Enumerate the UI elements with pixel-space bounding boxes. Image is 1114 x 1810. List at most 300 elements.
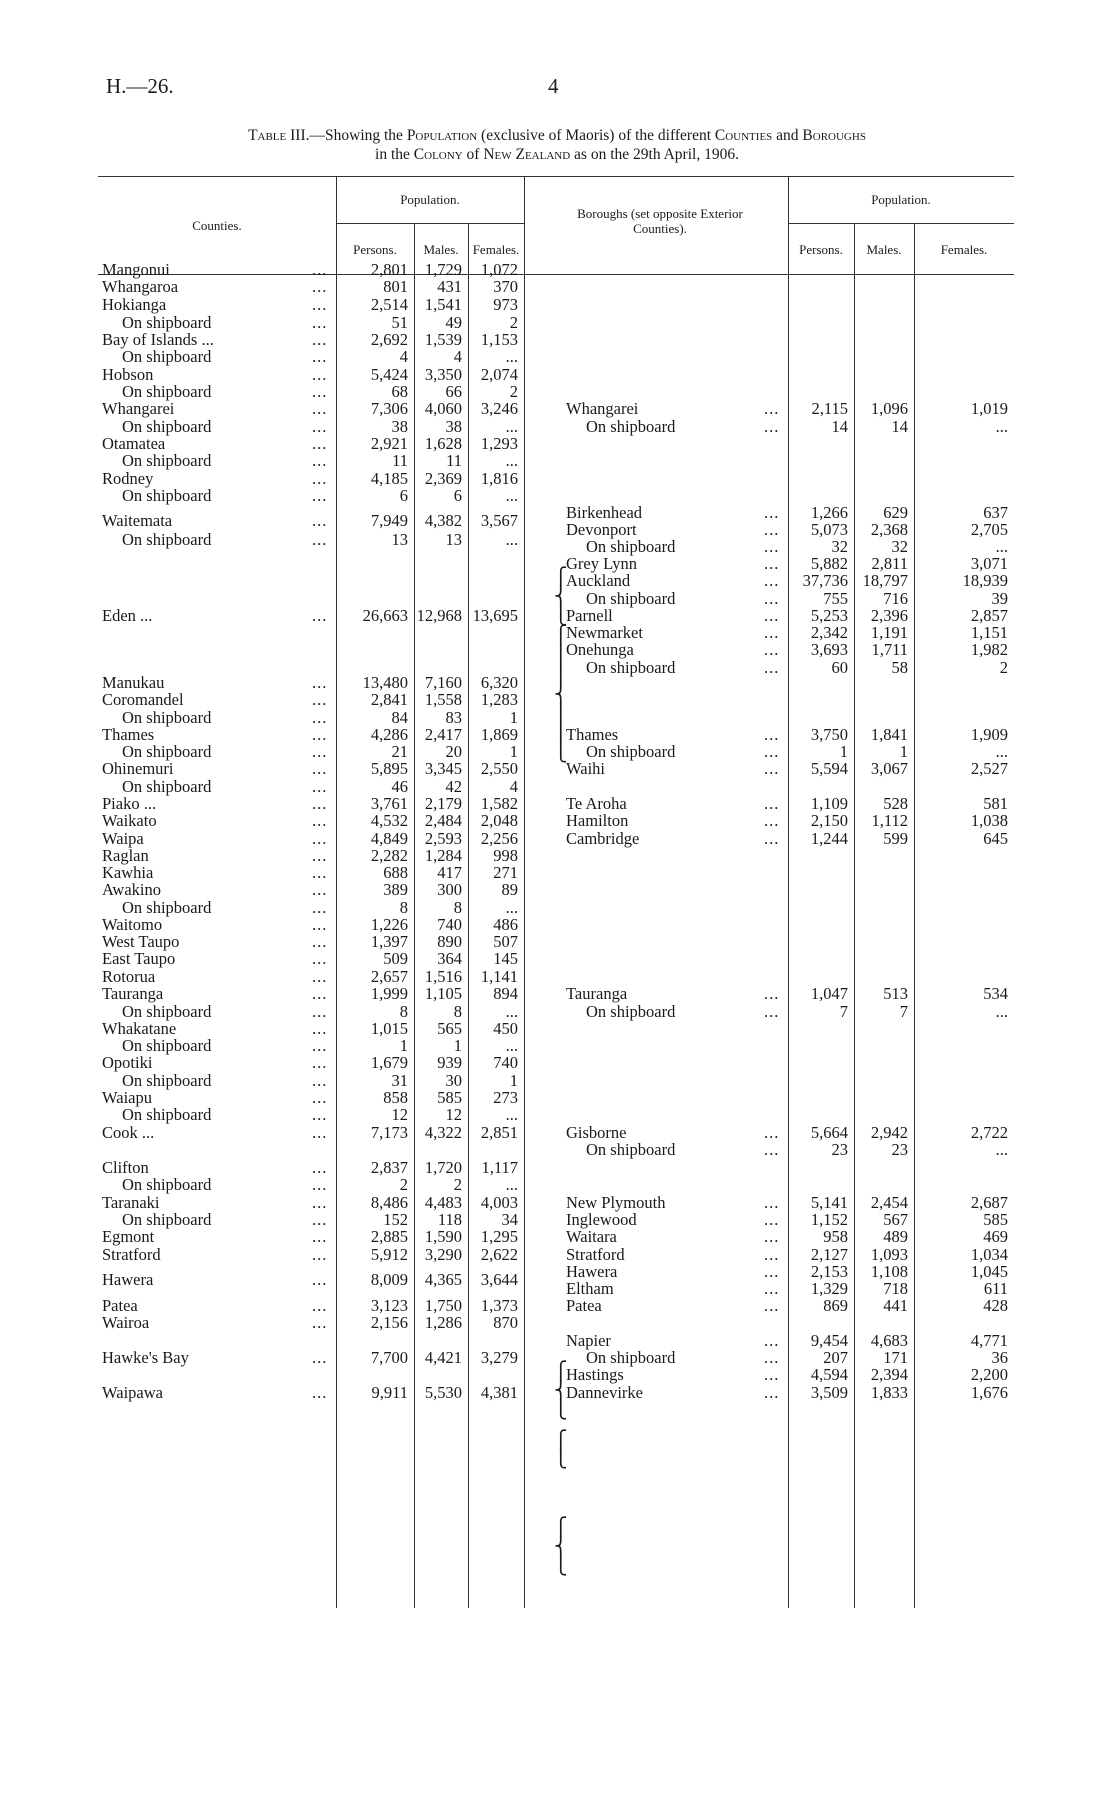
borough-females: 1,909 xyxy=(970,725,1008,744)
county-males: 20 xyxy=(445,742,462,761)
leader-dots: ... xyxy=(764,589,780,608)
leader-dots: ... xyxy=(764,417,780,436)
leader-dots: ... xyxy=(764,658,780,677)
borough-males: 1,096 xyxy=(870,399,908,418)
county-persons: 1,999 xyxy=(370,984,408,1003)
county-persons: 21 xyxy=(391,742,408,761)
leader-dots: ... xyxy=(312,486,328,505)
county-females: ... xyxy=(505,1105,518,1124)
borough-males: 716 xyxy=(883,589,908,608)
leader-dots: ... xyxy=(312,759,328,778)
borough-name: On shipboard xyxy=(586,1140,676,1159)
county-persons: 2,837 xyxy=(370,1158,408,1177)
county-females: 450 xyxy=(493,1019,518,1038)
leader-dots: ... xyxy=(764,1348,780,1367)
females-header: Females. xyxy=(472,242,520,257)
borough-name: On shipboard xyxy=(586,537,676,556)
borough-females: 36 xyxy=(991,1348,1008,1367)
borough-females: 2,705 xyxy=(970,520,1008,539)
county-females: ... xyxy=(505,1175,518,1194)
county-females: 1,117 xyxy=(481,1158,518,1177)
county-females: 4,003 xyxy=(480,1193,518,1212)
leader-dots: ... xyxy=(312,382,328,401)
borough-name: On shipboard xyxy=(586,1348,676,1367)
county-males: 1,539 xyxy=(424,330,462,349)
persons-header: Persons. xyxy=(353,242,397,257)
borough-females: ... xyxy=(995,417,1008,436)
leader-dots: ... xyxy=(764,1002,780,1021)
leader-dots: ... xyxy=(764,811,780,830)
county-persons: 4,286 xyxy=(370,725,408,744)
county-name: Patea xyxy=(102,1296,138,1315)
leader-dots: ... xyxy=(312,511,328,530)
borough-persons: 5,594 xyxy=(810,759,848,778)
borough-females: 469 xyxy=(983,1227,1008,1246)
county-name: Wairoa xyxy=(102,1313,150,1332)
county-females: ... xyxy=(505,898,518,917)
borough-females: 2,687 xyxy=(970,1193,1008,1212)
borough-females: 611 xyxy=(983,1279,1008,1298)
county-males: 12,968 xyxy=(416,606,462,625)
borough-name: Thames xyxy=(566,725,619,744)
county-males: 1,558 xyxy=(424,690,462,709)
county-persons: 13 xyxy=(391,530,408,549)
leader-dots: ... xyxy=(764,623,780,642)
county-males: 4,322 xyxy=(424,1123,462,1142)
borough-name: Newmarket xyxy=(566,623,643,642)
county-name: Opotiki xyxy=(102,1053,153,1072)
borough-females: 585 xyxy=(983,1210,1008,1229)
column-rule xyxy=(524,176,525,1608)
county-persons: 2,921 xyxy=(370,434,408,453)
borough-females: 2,857 xyxy=(970,606,1008,625)
county-females: 3,567 xyxy=(480,511,518,530)
leader-dots: ... xyxy=(764,1245,780,1264)
leader-dots: ... xyxy=(312,984,328,1003)
county-females: 2,851 xyxy=(480,1123,518,1142)
county-persons: 152 xyxy=(383,1210,408,1229)
borough-males: 23 xyxy=(891,1140,908,1159)
borough-males: 1 xyxy=(899,742,908,761)
county-females: 507 xyxy=(493,932,518,951)
county-persons: 5,912 xyxy=(370,1245,408,1264)
county-females: 34 xyxy=(501,1210,518,1229)
borough-name: Hastings xyxy=(566,1365,624,1384)
county-name: Hawke's Bay xyxy=(102,1348,189,1367)
county-females: 4,381 xyxy=(480,1383,518,1402)
county-males: 1,729 xyxy=(424,260,462,279)
county-persons: 688 xyxy=(383,863,408,882)
borough-persons: 14 xyxy=(831,417,848,436)
county-males: 740 xyxy=(437,915,462,934)
county-males: 7,160 xyxy=(424,673,462,692)
county-name: On shipboard xyxy=(122,1002,212,1021)
borough-name: Grey Lynn xyxy=(566,554,638,573)
title-text: and xyxy=(772,127,803,144)
county-males: 1,105 xyxy=(424,984,462,1003)
leader-dots: ... xyxy=(764,794,780,813)
leader-dots: ... xyxy=(312,313,328,332)
borough-females: 3,071 xyxy=(970,554,1008,573)
county-males: 4,382 xyxy=(424,511,462,530)
leader-dots: ... xyxy=(312,673,328,692)
borough-persons: 1,109 xyxy=(810,794,848,813)
borough-males: 32 xyxy=(891,537,908,556)
borough-males: 528 xyxy=(883,794,908,813)
county-females: 1,582 xyxy=(480,794,518,813)
leader-dots: ... xyxy=(764,742,780,761)
leader-dots: ... xyxy=(312,365,328,384)
borough-persons: 1,266 xyxy=(810,503,848,522)
borough-persons: 1,244 xyxy=(810,829,848,848)
county-name: Waipa xyxy=(102,829,144,848)
borough-persons: 2,342 xyxy=(810,623,848,642)
title-text: in the xyxy=(375,146,414,163)
leader-dots: ... xyxy=(312,1002,328,1021)
county-males: 42 xyxy=(445,777,462,796)
county-persons: 2,841 xyxy=(370,690,408,709)
county-name: Tauranga xyxy=(102,984,164,1003)
county-persons: 68 xyxy=(391,382,408,401)
borough-persons: 5,253 xyxy=(810,606,848,625)
county-females: 2,074 xyxy=(480,365,518,384)
borough-females: ... xyxy=(995,537,1008,556)
county-females: 1,283 xyxy=(480,690,518,709)
leader-dots: ... xyxy=(764,984,780,1003)
population-table xyxy=(98,176,1014,1608)
leader-dots: ... xyxy=(312,1123,328,1142)
county-name: On shipboard xyxy=(122,313,212,332)
persons-header-boroughs: Persons. xyxy=(799,242,843,257)
county-females: 2 xyxy=(509,382,518,401)
borough-persons: 2,115 xyxy=(811,399,848,418)
county-name: Hobson xyxy=(102,365,154,384)
borough-persons: 958 xyxy=(823,1227,848,1246)
title-text: (exclusive of Maoris) of the different xyxy=(477,127,715,144)
leader-dots: ... xyxy=(764,520,780,539)
county-persons: 8,486 xyxy=(370,1193,408,1212)
brace-taranaki-boroughs: ⎧ ⎨ ⎩ xyxy=(554,1361,568,1419)
leader-dots: ... xyxy=(312,949,328,968)
county-males: 1 xyxy=(453,1036,462,1055)
county-males: 30 xyxy=(445,1071,462,1090)
borough-name: Eltham xyxy=(566,1279,614,1298)
borough-females: 645 xyxy=(983,829,1008,848)
county-name: Clifton xyxy=(102,1158,149,1177)
leader-dots: ... xyxy=(764,759,780,778)
borough-males: 58 xyxy=(891,658,908,677)
county-name: Whangaroa xyxy=(102,277,179,296)
borough-persons: 32 xyxy=(831,537,848,556)
county-persons: 5,895 xyxy=(370,759,408,778)
county-females: 998 xyxy=(493,846,518,865)
county-persons: 3,761 xyxy=(370,794,408,813)
county-females: 2,622 xyxy=(480,1245,518,1264)
county-name: Waitomo xyxy=(102,915,163,934)
county-name: Waipawa xyxy=(102,1383,163,1402)
borough-name: Cambridge xyxy=(566,829,640,848)
title-text: Counties xyxy=(714,127,773,144)
leader-dots: ... xyxy=(312,690,328,709)
county-females: 486 xyxy=(493,915,518,934)
leader-dots: ... xyxy=(764,829,780,848)
borough-persons: 1,152 xyxy=(810,1210,848,1229)
leader-dots: ... xyxy=(312,606,328,625)
leader-dots: ... xyxy=(764,640,780,659)
leader-dots: ... xyxy=(312,811,328,830)
county-females: 2,256 xyxy=(480,829,518,848)
leader-dots: ... xyxy=(312,469,328,488)
county-name: Whangarei xyxy=(102,399,175,418)
borough-name: Napier xyxy=(566,1331,611,1350)
borough-name: Devonport xyxy=(566,520,637,539)
county-females: 1 xyxy=(509,708,518,727)
leader-dots: ... xyxy=(312,1383,328,1402)
borough-males: 3,067 xyxy=(870,759,908,778)
leader-dots: ... xyxy=(764,725,780,744)
borough-persons: 755 xyxy=(823,589,848,608)
leader-dots: ... xyxy=(312,1348,328,1367)
county-males: 890 xyxy=(437,932,462,951)
county-females: 3,246 xyxy=(480,399,518,418)
borough-persons: 3,693 xyxy=(810,640,848,659)
county-females: 145 xyxy=(493,949,518,968)
borough-name: Hamilton xyxy=(566,811,629,830)
borough-persons: 5,882 xyxy=(810,554,848,573)
borough-males: 629 xyxy=(883,503,908,522)
borough-females: ... xyxy=(995,742,1008,761)
leader-dots: ... xyxy=(764,537,780,556)
county-name: Coromandel xyxy=(102,690,184,709)
borough-persons: 2,153 xyxy=(810,1262,848,1281)
county-name: On shipboard xyxy=(122,486,212,505)
page-number: 4 xyxy=(548,74,559,98)
county-males: 8 xyxy=(453,898,462,917)
leader-dots: ... xyxy=(312,725,328,744)
county-males: 83 xyxy=(445,708,462,727)
county-name: West Taupo xyxy=(102,932,180,951)
borough-name: Stratford xyxy=(566,1245,625,1264)
county-males: 66 xyxy=(445,382,462,401)
borough-persons: 1,047 xyxy=(810,984,848,1003)
borough-females: 18,939 xyxy=(962,571,1008,590)
county-females: 370 xyxy=(493,277,518,296)
county-females: 973 xyxy=(493,295,518,314)
county-name: Raglan xyxy=(102,846,149,865)
leader-dots: ... xyxy=(312,794,328,813)
county-persons: 2,657 xyxy=(370,967,408,986)
leader-dots: ... xyxy=(764,606,780,625)
county-persons: 4,185 xyxy=(370,469,408,488)
county-females: 4 xyxy=(509,777,518,796)
county-females: 3,279 xyxy=(480,1348,518,1367)
county-persons: 46 xyxy=(391,777,408,796)
borough-males: 18,797 xyxy=(862,571,908,590)
county-females: 1,816 xyxy=(480,469,518,488)
males-header: Males. xyxy=(423,242,459,257)
county-name: Cook ... xyxy=(102,1123,155,1142)
leader-dots: ... xyxy=(312,260,328,279)
leader-dots: ... xyxy=(764,503,780,522)
title-text: New Zealand xyxy=(483,146,571,163)
borough-persons: 1 xyxy=(839,742,848,761)
county-name: Bay of Islands ... xyxy=(102,330,214,349)
county-name: Taranaki xyxy=(102,1193,160,1212)
borough-females: 39 xyxy=(991,589,1008,608)
borough-name: Waitara xyxy=(566,1227,617,1246)
leader-dots: ... xyxy=(312,863,328,882)
county-males: 4,365 xyxy=(424,1270,462,1289)
brace-napier-hastings: ⎧ ⎨ ⎩ xyxy=(554,1517,568,1575)
borough-name: Hawera xyxy=(566,1262,618,1281)
county-name: On shipboard xyxy=(122,1071,212,1090)
borough-males: 1,833 xyxy=(870,1383,908,1402)
county-males: 4,060 xyxy=(424,399,462,418)
borough-males: 2,942 xyxy=(870,1123,908,1142)
title-table-label: Table III. xyxy=(248,127,310,144)
county-persons: 801 xyxy=(383,277,408,296)
county-females: ... xyxy=(505,486,518,505)
county-persons: 6 xyxy=(399,486,408,505)
county-name: On shipboard xyxy=(122,417,212,436)
county-males: 1,286 xyxy=(424,1313,462,1332)
county-persons: 389 xyxy=(383,880,408,899)
county-persons: 7,949 xyxy=(370,511,408,530)
leader-dots: ... xyxy=(312,347,328,366)
borough-males: 7 xyxy=(899,1002,908,1021)
county-females: 1 xyxy=(509,1071,518,1090)
county-females: 1,072 xyxy=(480,260,518,279)
borough-name: Auckland xyxy=(566,571,631,590)
borough-persons: 1,329 xyxy=(810,1279,848,1298)
borough-name: Tauranga xyxy=(566,984,628,1003)
county-persons: 1,226 xyxy=(370,915,408,934)
county-females: ... xyxy=(505,530,518,549)
leader-dots: ... xyxy=(312,451,328,470)
title-text: Population xyxy=(406,127,478,144)
leader-dots: ... xyxy=(764,1296,780,1315)
county-name: Manukau xyxy=(102,673,165,692)
borough-persons: 9,454 xyxy=(810,1331,848,1350)
county-males: 1,590 xyxy=(424,1227,462,1246)
county-females: ... xyxy=(505,347,518,366)
leader-dots: ... xyxy=(312,1071,328,1090)
title-text: —Showing the xyxy=(309,127,407,144)
population-subhead-rule xyxy=(336,223,524,224)
county-persons: 26,663 xyxy=(362,606,408,625)
county-persons: 3,123 xyxy=(370,1296,408,1315)
county-persons: 8 xyxy=(399,898,408,917)
leader-dots: ... xyxy=(312,1210,328,1229)
county-females: 1,141 xyxy=(480,967,518,986)
county-males: 38 xyxy=(445,417,462,436)
borough-males: 2,368 xyxy=(870,520,908,539)
leader-dots: ... xyxy=(312,1227,328,1246)
county-name: Mangonui xyxy=(102,260,170,279)
county-males: 2,179 xyxy=(424,794,462,813)
brace-hawera-boroughs: ⎧ ⎩ xyxy=(554,1430,568,1468)
borough-males: 513 xyxy=(883,984,908,1003)
leader-dots: ... xyxy=(312,898,328,917)
borough-males: 441 xyxy=(883,1296,908,1315)
county-males: 4,483 xyxy=(424,1193,462,1212)
borough-persons: 7 xyxy=(839,1002,848,1021)
county-name: Whakatane xyxy=(102,1019,177,1038)
leader-dots: ... xyxy=(312,742,328,761)
county-females: 3,644 xyxy=(480,1270,518,1289)
leader-dots: ... xyxy=(764,554,780,573)
borough-males: 1,093 xyxy=(870,1245,908,1264)
county-persons: 12 xyxy=(391,1105,408,1124)
borough-females: 1,151 xyxy=(970,623,1008,642)
county-name: Thames xyxy=(102,725,155,744)
county-name: On shipboard xyxy=(122,1036,212,1055)
county-males: 1,516 xyxy=(424,967,462,986)
borough-persons: 3,750 xyxy=(810,725,848,744)
borough-males: 567 xyxy=(883,1210,908,1229)
borough-females: 1,038 xyxy=(970,811,1008,830)
county-persons: 4 xyxy=(399,347,408,366)
county-females: 894 xyxy=(493,984,518,1003)
county-persons: 2,801 xyxy=(370,260,408,279)
leader-dots: ... xyxy=(312,330,328,349)
leader-dots: ... xyxy=(312,1296,328,1315)
borough-females: 1,019 xyxy=(970,399,1008,418)
borough-females: 2 xyxy=(999,658,1008,677)
population-header-boroughs: Population. xyxy=(871,192,931,207)
county-persons: 8 xyxy=(399,1002,408,1021)
county-females: 1,293 xyxy=(480,434,518,453)
leader-dots: ... xyxy=(312,1036,328,1055)
county-persons: 51 xyxy=(391,313,408,332)
county-females: 6,320 xyxy=(480,673,518,692)
leader-dots: ... xyxy=(312,295,328,314)
county-females: 1,295 xyxy=(480,1227,518,1246)
county-males: 1,541 xyxy=(424,295,462,314)
borough-males: 718 xyxy=(883,1279,908,1298)
borough-persons: 2,127 xyxy=(810,1245,848,1264)
borough-females: 1,676 xyxy=(970,1383,1008,1402)
county-males: 1,720 xyxy=(424,1158,462,1177)
borough-name: Waihi xyxy=(566,759,605,778)
county-name: On shipboard xyxy=(122,898,212,917)
county-name: Waitemata xyxy=(102,511,173,530)
county-persons: 2,156 xyxy=(370,1313,408,1332)
title-text: as on the 29th April, 1906. xyxy=(570,146,739,163)
county-males: 2,369 xyxy=(424,469,462,488)
males-header-boroughs: Males. xyxy=(866,242,902,257)
borough-persons: 869 xyxy=(823,1296,848,1315)
borough-females: ... xyxy=(995,1002,1008,1021)
borough-name: Whangarei xyxy=(566,399,639,418)
borough-name: Birkenhead xyxy=(566,503,643,522)
leader-dots: ... xyxy=(764,1279,780,1298)
county-persons: 1,679 xyxy=(370,1053,408,1072)
leader-dots: ... xyxy=(312,829,328,848)
county-persons: 2,514 xyxy=(370,295,408,314)
county-name: Awakino xyxy=(102,880,161,899)
borough-females: 2,722 xyxy=(970,1123,1008,1142)
borough-persons: 5,073 xyxy=(810,520,848,539)
leader-dots: ... xyxy=(764,1140,780,1159)
title-text: Boroughs xyxy=(802,127,866,144)
county-persons: 7,173 xyxy=(370,1123,408,1142)
population-header: Population. xyxy=(400,192,460,207)
county-males: 1,750 xyxy=(424,1296,462,1315)
leader-dots: ... xyxy=(764,1365,780,1384)
leader-dots: ... xyxy=(312,1088,328,1107)
leader-dots: ... xyxy=(312,915,328,934)
